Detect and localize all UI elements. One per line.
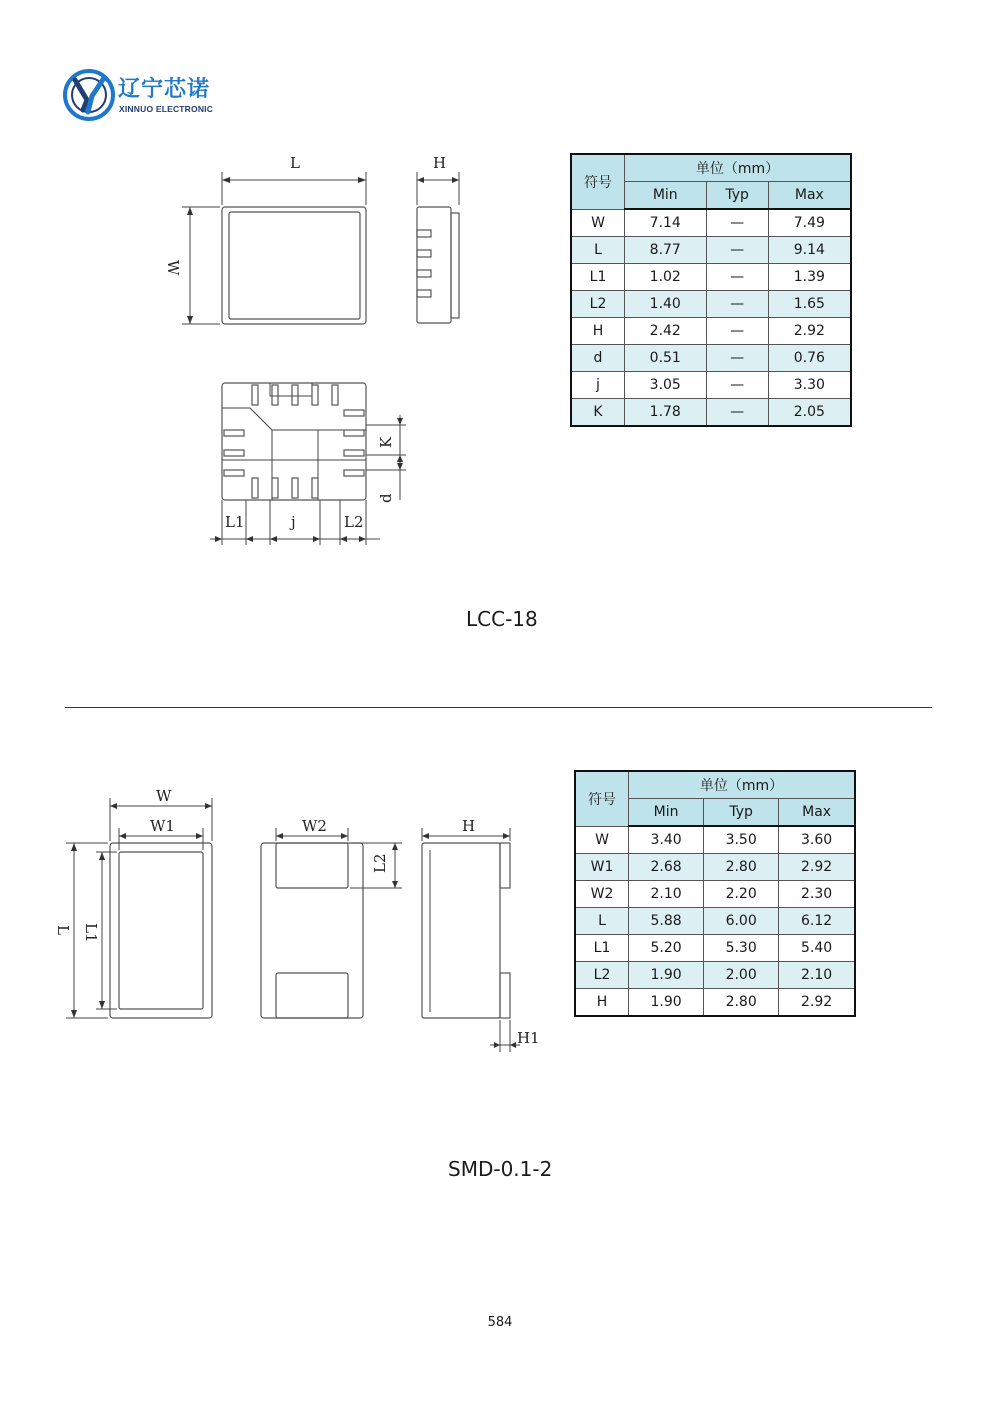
cell-max: 2.92 — [779, 989, 855, 1017]
cell-sym: W — [571, 209, 625, 237]
cell-typ: 5.30 — [704, 935, 779, 962]
cell-typ: — — [706, 209, 768, 237]
cell-typ: — — [706, 318, 768, 345]
cell-min: 7.14 — [625, 209, 707, 237]
cell-min: 1.78 — [625, 399, 707, 427]
table-header-unit: 单位（mm） — [629, 771, 856, 799]
table-row — [575, 962, 855, 989]
cell-sym: L — [571, 237, 625, 264]
smd-label-L: L — [54, 925, 72, 935]
smd-label-W: W — [156, 787, 172, 805]
cell-typ: 2.20 — [704, 881, 779, 908]
col-typ: Typ — [704, 799, 779, 827]
logo-chinese-name: 辽宁芯诺 — [118, 77, 211, 102]
lcc-label-K: K — [377, 436, 395, 448]
lcc18-caption: LCC-18 — [466, 607, 538, 631]
smd-label-H: H — [462, 817, 476, 835]
smd-label-W2: W2 — [302, 817, 327, 835]
cell-typ: — — [706, 264, 768, 291]
table-header-symbol: 符号 — [571, 154, 625, 209]
cell-min: 1.02 — [625, 264, 707, 291]
cell-min: 8.77 — [625, 237, 707, 264]
cell-min: 5.20 — [629, 935, 704, 962]
lcc-label-L1: L1 — [225, 513, 245, 531]
cell-sym: L1 — [575, 935, 629, 962]
table-row — [575, 826, 855, 854]
table-row — [575, 908, 855, 935]
cell-typ: 3.50 — [704, 826, 779, 854]
table-row — [575, 854, 855, 881]
cell-max: 3.60 — [779, 826, 855, 854]
cell-sym: L2 — [575, 962, 629, 989]
col-max: Max — [779, 799, 855, 827]
cell-min: 3.05 — [625, 372, 707, 399]
cell-max: 3.30 — [768, 372, 851, 399]
col-max: Max — [768, 182, 851, 210]
smd-label-W1: W1 — [150, 817, 175, 835]
smd-label-L1: L1 — [82, 923, 100, 943]
cell-sym: H — [575, 989, 629, 1017]
cell-min: 2.10 — [629, 881, 704, 908]
cell-sym: L — [575, 908, 629, 935]
table-header-symbol: 符号 — [575, 771, 629, 826]
smd-label-L2: L2 — [371, 853, 389, 873]
cell-min: 2.42 — [625, 318, 707, 345]
cell-max: 7.49 — [768, 209, 851, 237]
cell-max: 0.76 — [768, 345, 851, 372]
cell-max: 1.39 — [768, 264, 851, 291]
cell-min: 1.90 — [629, 989, 704, 1017]
cell-max: 6.12 — [779, 908, 855, 935]
table-row — [575, 935, 855, 962]
cell-typ: 2.00 — [704, 962, 779, 989]
cell-min: 5.88 — [629, 908, 704, 935]
lcc-label-W: W — [164, 260, 182, 276]
smd-label-H1: H1 — [517, 1029, 540, 1047]
cell-sym: d — [571, 345, 625, 372]
logo-english-name: XINNUO ELECTRONIC — [119, 104, 214, 114]
cell-max: 2.10 — [779, 962, 855, 989]
page-number: 584 — [487, 1315, 513, 1330]
col-min: Min — [629, 799, 704, 827]
cell-typ: — — [706, 345, 768, 372]
cell-sym: L2 — [571, 291, 625, 318]
cell-max: 2.92 — [768, 318, 851, 345]
cell-typ: — — [706, 399, 768, 427]
table-row — [575, 989, 855, 1017]
cell-sym: H — [571, 318, 625, 345]
cell-sym: W1 — [575, 854, 629, 881]
cell-sym: W — [575, 826, 629, 854]
cell-min: 1.90 — [629, 962, 704, 989]
cell-sym: j — [571, 372, 625, 399]
cell-typ: — — [706, 372, 768, 399]
cell-max: 2.92 — [779, 854, 855, 881]
col-min: Min — [625, 182, 707, 210]
table-header-unit: 单位（mm） — [625, 154, 852, 182]
cell-typ: — — [706, 237, 768, 264]
cell-max: 9.14 — [768, 237, 851, 264]
cell-typ: — — [706, 291, 768, 318]
cell-sym: K — [571, 399, 625, 427]
cell-typ: 6.00 — [704, 908, 779, 935]
lcc-label-L: L — [290, 154, 300, 172]
cell-min: 3.40 — [629, 826, 704, 854]
col-typ: Typ — [706, 182, 768, 210]
smd-caption: SMD-0.1-2 — [448, 1157, 553, 1181]
cell-sym: W2 — [575, 881, 629, 908]
table-row — [575, 881, 855, 908]
cell-max: 2.30 — [779, 881, 855, 908]
cell-min: 2.68 — [629, 854, 704, 881]
cell-min: 0.51 — [625, 345, 707, 372]
cell-max: 2.05 — [768, 399, 851, 427]
cell-max: 5.40 — [779, 935, 855, 962]
cell-sym: L1 — [571, 264, 625, 291]
cell-typ: 2.80 — [704, 989, 779, 1017]
lcc-label-j: j — [291, 513, 296, 531]
cell-typ: 2.80 — [704, 854, 779, 881]
lcc-label-d: d — [377, 493, 395, 503]
lcc-label-L2: L2 — [344, 513, 364, 531]
cell-min: 1.40 — [625, 291, 707, 318]
lcc-label-H: H — [433, 154, 447, 172]
smd-dimension-table — [574, 770, 856, 1017]
cell-max: 1.65 — [768, 291, 851, 318]
